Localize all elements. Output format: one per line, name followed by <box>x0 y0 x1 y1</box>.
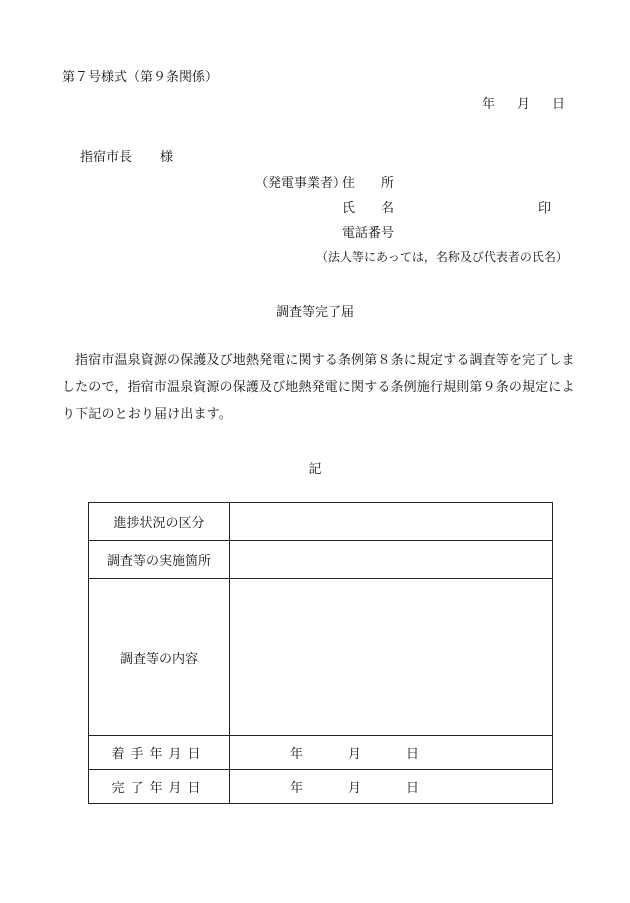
table-row <box>89 770 553 804</box>
applicant-role: （発電事業者） <box>255 176 347 191</box>
addressee-honorific: 様 <box>160 150 174 165</box>
end-month: 月 <box>348 781 362 796</box>
address-label: 住 所 <box>342 176 395 191</box>
seal-mark: 印 <box>538 201 552 216</box>
body-paragraph: 指宿市温泉資源の保護及び地熱発電に関する条例第８条に規定する調査等を完了しましたので，指宿市温泉資源の保護及び地熱発電に関する条例施行規則第９条の規定により下記のとおり届け出ます。 <box>62 353 575 422</box>
document-title: 調査等完了届 <box>275 305 354 320</box>
end-date-label: 完了年月日 <box>89 770 230 804</box>
start-day: 日 <box>406 747 420 762</box>
form-number-label: 第７号様式（第９条関係） <box>62 70 219 85</box>
content-field[interactable] <box>230 579 553 736</box>
progress-label: 進捗状況の区分 <box>89 503 230 541</box>
ki-heading: 記 <box>308 462 322 477</box>
table-row <box>89 736 553 770</box>
end-year: 年 <box>290 781 304 796</box>
date-month: 月 <box>517 97 531 112</box>
name-label: 氏 名 <box>342 201 395 216</box>
addressee-name: 指宿市長 <box>80 150 133 165</box>
detail-table <box>88 502 553 804</box>
end-day: 日 <box>406 781 420 796</box>
start-month: 月 <box>348 747 362 762</box>
table-row <box>89 579 553 736</box>
table-row <box>89 541 553 579</box>
location-field[interactable] <box>230 541 553 579</box>
start-date-label: 着手年月日 <box>89 736 230 770</box>
start-year: 年 <box>290 747 304 762</box>
submission-date <box>482 93 565 112</box>
start-date-field[interactable] <box>230 736 553 770</box>
content-label: 調査等の内容 <box>89 579 230 736</box>
date-year: 年 <box>482 97 496 112</box>
progress-field[interactable] <box>230 503 553 541</box>
table-row <box>89 503 553 541</box>
date-day: 日 <box>552 97 566 112</box>
corporation-note: （法人等にあっては，名称及び代表者の氏名） <box>316 250 568 264</box>
end-date-field[interactable] <box>230 770 553 804</box>
phone-label: 電話番号 <box>342 226 395 241</box>
location-label: 調査等の実施箇所 <box>89 541 230 579</box>
addressee <box>80 146 173 165</box>
